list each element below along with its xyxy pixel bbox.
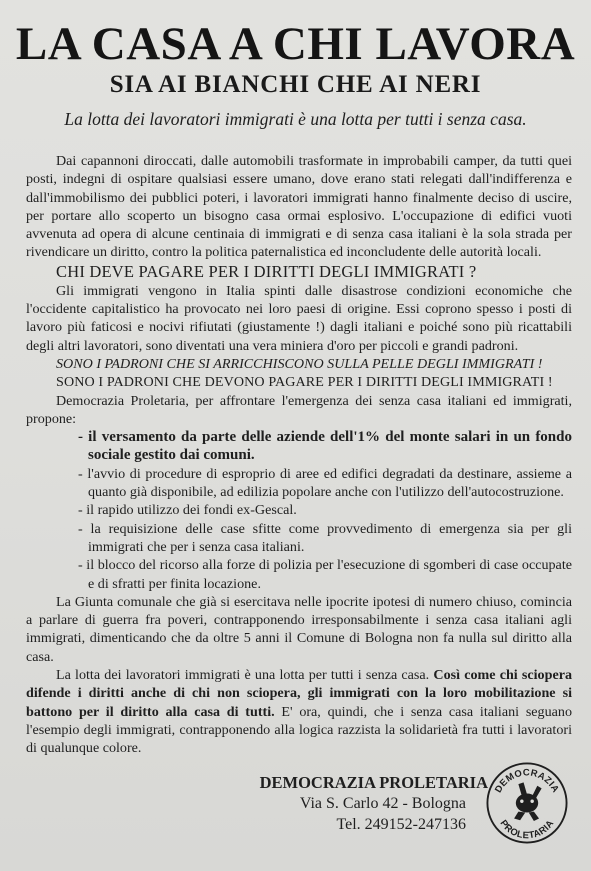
proposal-item: - la requisizione delle case sfitte come provvedimento di emergenza sia per gli immigrati che per i senza casa italiani. xyxy=(78,520,572,555)
logo-bottom-text: PROLETARIA xyxy=(497,817,557,842)
poster-title: LA CASA A CHI LAVORA xyxy=(15,18,576,70)
svg-text:PROLETARIA xyxy=(497,818,556,841)
signature-address: Via S. Carlo 42 - Bologna xyxy=(299,795,466,812)
signature-block xyxy=(258,772,488,835)
proposal-item: - il versamento da parte delle aziende dell'1% del monte salari in un fondo sociale gestito dai comuni. xyxy=(78,429,572,464)
poster-body xyxy=(26,152,572,758)
paragraph-intro: Dai capannoni diroccati, dalle automobili trasformate in improbabili camper, da tutti quei posti, indegni di ospitare qualsiasi essere umano, dove erano stati relegati dall'indifferenza e dall'immobilismo dei pubblici poteri, i lavoratori immigrati hanno finalmente deciso di uscire, per portare allo scoperto un bisogno casa ormai esplosivo. L'occupazione di edifici vuoti avvenuta ad opera di alcune centinaia di immigrati e di senza casa italiani è la sola strada per rivendicare un diritto, contro la politica paternalistica ed inconcludente delle autorità locali. xyxy=(26,153,572,261)
signature-phone: Tel. 249152-247136 xyxy=(336,816,466,833)
slogan-italic: SONO I PADRONI CHE SI ARRICCHISCONO SULLA PELLE DEGLI IMMIGRATI ! xyxy=(56,355,543,372)
paragraph-conclusion xyxy=(26,666,572,757)
slogan-caps: SONO I PADRONI CHE DEVONO PAGARE PER I DIRITTI DEGLI IMMIGRATI ! xyxy=(56,374,553,391)
section-heading: CHI DEVE PAGARE PER I DIRITTI DEGLI IMMIGRATI ? xyxy=(56,261,477,281)
raised-fist-figure-icon xyxy=(514,782,542,821)
poster-tagline: La lotta dei lavoratori immigrati è una lotta per tutti i senza casa. xyxy=(64,109,527,129)
proposals-list xyxy=(78,428,572,593)
paragraph-giunta: La Giunta comunale che già si esercitava nelle ipocrite ipotesi di numero chiuso, comincia a parlare di guerra fra poveri, contrapponendo irresponsabilmente i senza casa italiani agli immigrati, dimenticando che da oltre 5 anni il Comune di Bologna non fa nulla sul diritto alla casa. xyxy=(26,593,572,665)
paragraph-causes: Gli immigrati vengono in Italia spinti dalle disastrose condizioni economiche che l'occidente capitalistico ha provocato nei loro paesi di origine. Essi coprono spesso i posti di lavoro più faticosi e nocivi rifiutati (giustamente !) dagli italiani e poiché sono più ricattabili degli altri lavoratori, sono diventati una vera miniera d'oro per piccoli e grandi padroni. xyxy=(26,282,572,354)
proposal-item: - il rapido utilizzo dei fondi ex-Gescal. xyxy=(78,502,297,519)
proposal-item: - il blocco del ricorso alla forze di polizia per l'esecuzione di sgomberi di case occupate e di sfratti per finita locazione. xyxy=(78,557,572,592)
signature-org: DEMOCRAZIA PROLETARIA xyxy=(259,773,488,792)
poster-subtitle: SIA AI BIANCHI CHE AI NERI xyxy=(109,71,482,98)
conclusion-text-bold: Così come chi sciopera difende i diritti anche di chi non sciopera, gli immigrati con la loro mobilitazione si battono per il diritto alla casa di tutti. xyxy=(26,667,573,720)
conclusion-text-a: La lotta dei lavoratori immigrati è una lotta per tutti i senza casa. xyxy=(56,667,434,684)
democrazia-proletaria-logo xyxy=(484,760,570,846)
proposal-item: - l'avvio di procedure di esproprio di aree ed edifici degradati da destinare, assieme a quanto già disponibile, ad edilizia popolare anche con l'utilizzo dell'autocostruzione. xyxy=(78,465,572,501)
paragraph-proposal-intro: Democrazia Proletaria, per affrontare l'emergenza dei senza casa italiani ed immigrati, propone: xyxy=(26,392,572,427)
logo-top-text: DEMOCRAZIA xyxy=(492,767,562,795)
conclusion-text-b: E' ora, quindi, che i senza casa italiani seguano l'esempio degli immigrati, contrapponendo alla logica razzista la solidarietà fra tutti i lavoratori di qualunque colore. xyxy=(26,703,573,757)
